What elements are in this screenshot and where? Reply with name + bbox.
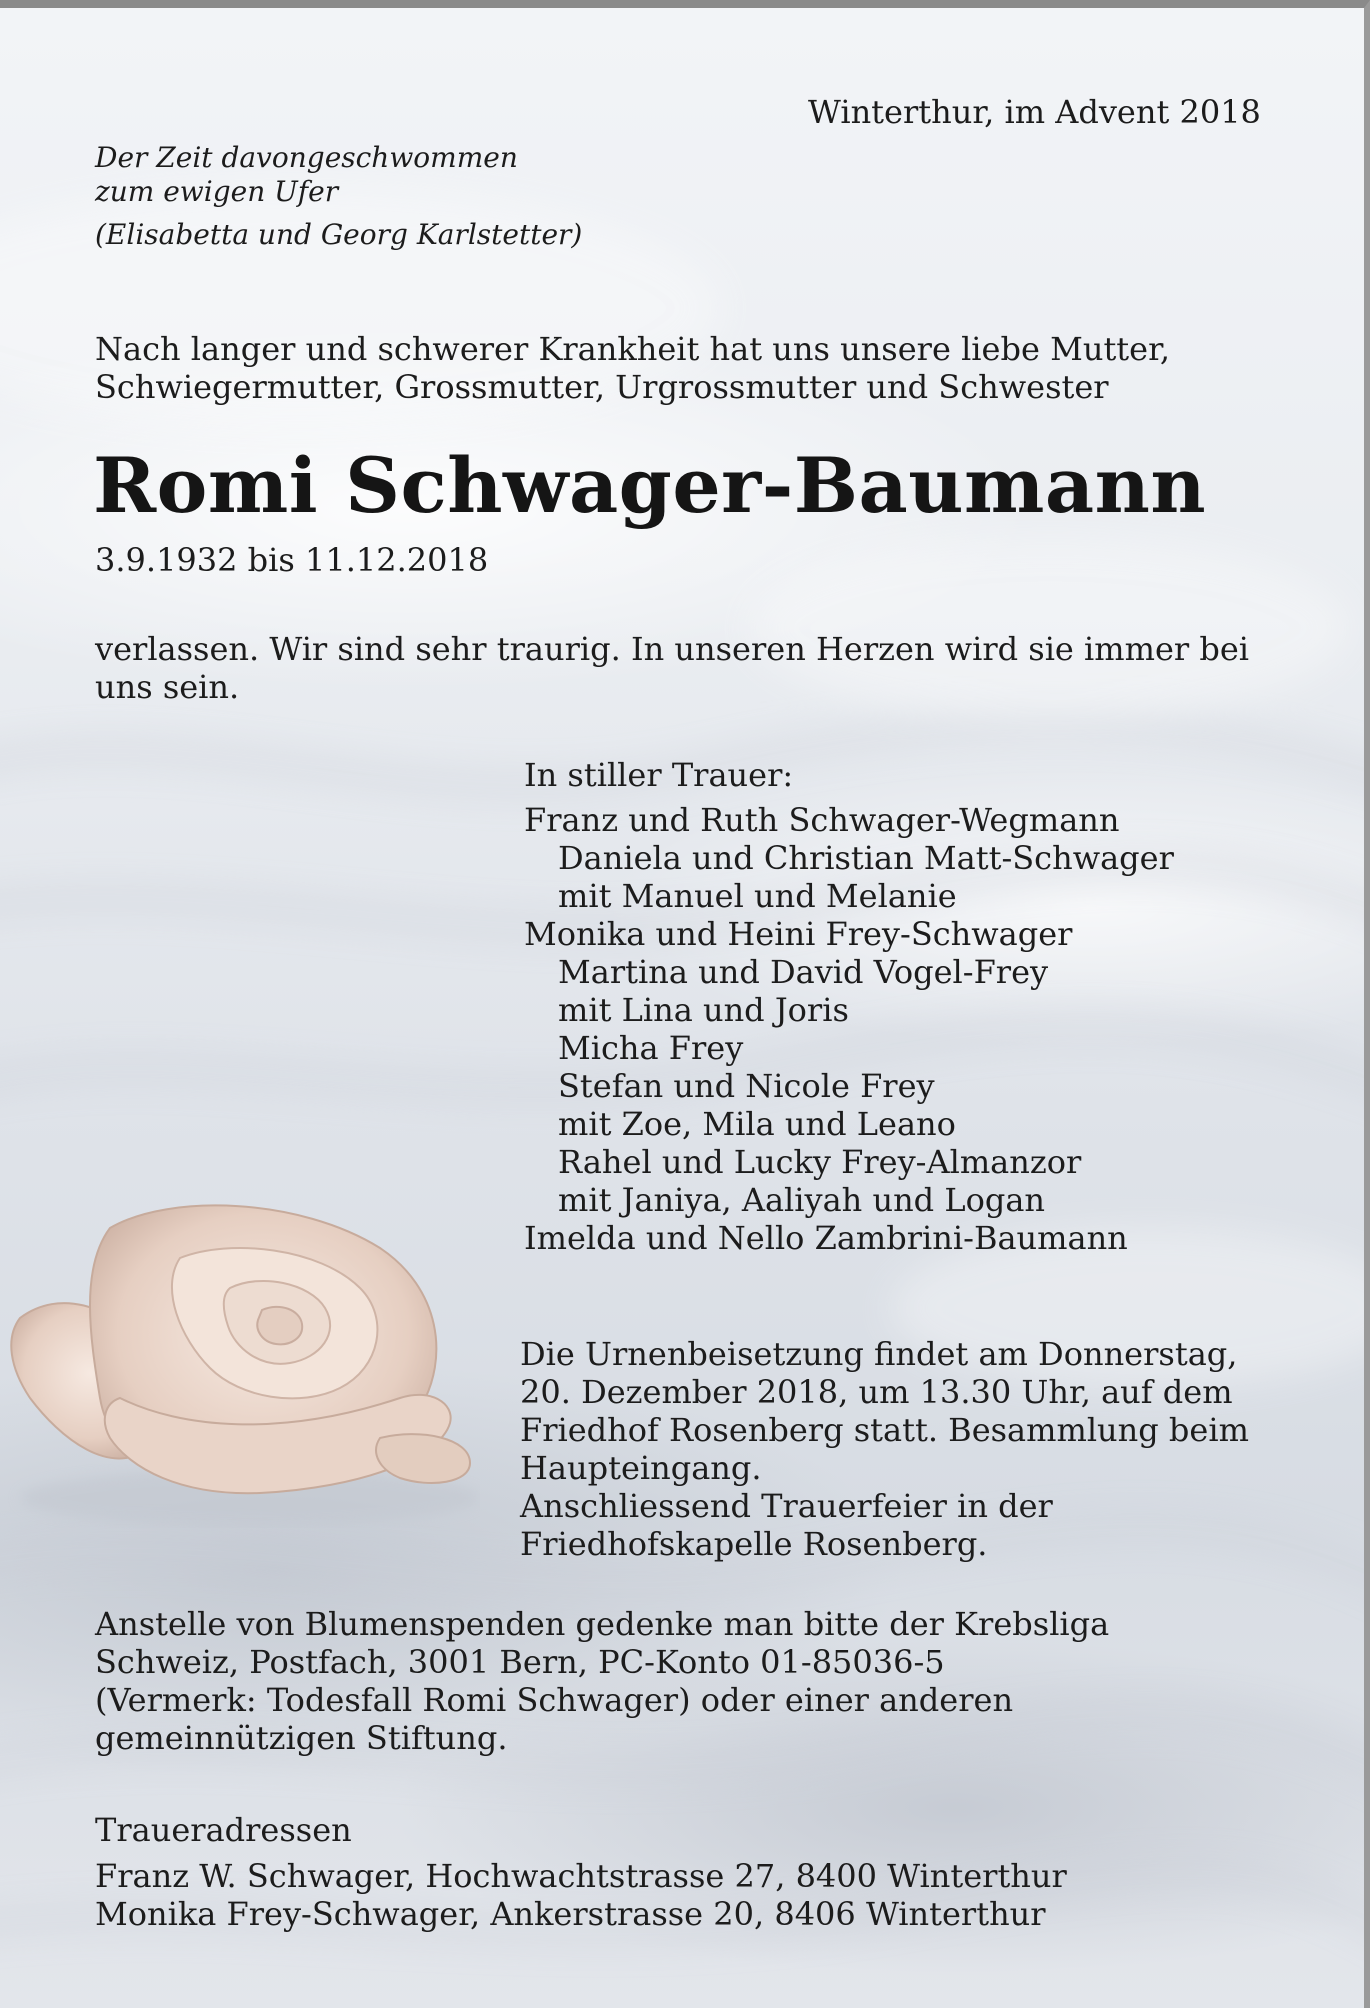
mourner-line: Franz und Ruth Schwager-Wegmann: [524, 801, 1120, 839]
mourner-line: mit Manuel und Melanie: [558, 877, 957, 915]
address-line: Monika Frey-Schwager, Ankerstrasse 20, 8406 Winterthur: [95, 1895, 1046, 1933]
intro-line: Schwiegermutter, Grossmutter, Urgrossmutter und Schwester: [95, 368, 1109, 406]
motto-line: (Elisabetta und Georg Karlstetter): [95, 218, 583, 251]
ceremony-line: Haupteingang.: [520, 1449, 762, 1487]
mourner-line: Stefan und Nicole Frey: [558, 1067, 935, 1105]
ceremony-line: Die Urnenbeisetzung findet am Donnerstag,: [520, 1335, 1238, 1373]
motto-line: Der Zeit davongeschwommen: [95, 141, 518, 174]
farewell-line: verlassen. Wir sind sehr traurig. In unseren Herzen wird sie immer bei: [95, 630, 1250, 668]
farewell-line: uns sein.: [95, 668, 240, 706]
mourners-heading: In stiller Trauer:: [524, 756, 794, 794]
mourner-line: Imelda und Nello Zambrini-Baumann: [524, 1219, 1128, 1257]
donation-line: Anstelle von Blumenspenden gedenke man bitte der Krebsliga: [95, 1605, 1110, 1643]
donation-line: Schweiz, Postfach, 3001 Bern, PC-Konto 01-85036-5: [95, 1643, 945, 1681]
motto-line: zum ewigen Ufer: [95, 175, 339, 208]
ceremony-line: Anschliessend Trauerfeier in der: [520, 1487, 1053, 1525]
rose-illustration: [0, 1198, 480, 1528]
mourner-line: Monika und Heini Frey-Schwager: [524, 915, 1073, 953]
donation-line: (Vermerk: Todesfall Romi Schwager) oder einer anderen: [95, 1681, 1014, 1719]
mourner-line: mit Janiya, Aaliyah und Logan: [558, 1181, 1046, 1219]
deceased-dates: 3.9.1932 bis 11.12.2018: [95, 541, 489, 579]
ceremony-line: 20. Dezember 2018, um 13.30 Uhr, auf dem: [520, 1373, 1233, 1411]
ceremony-line: Friedhofskapelle Rosenberg.: [520, 1525, 988, 1563]
mourner-line: Micha Frey: [558, 1029, 744, 1067]
addresses-heading: Traueradressen: [95, 1811, 352, 1849]
mourner-line: Martina und David Vogel-Frey: [558, 953, 1049, 991]
mourner-line: Rahel und Lucky Frey-Almanzor: [558, 1143, 1082, 1181]
place-date: Winterthur, im Advent 2018: [808, 93, 1261, 131]
mourner-line: mit Zoe, Mila und Leano: [558, 1105, 956, 1143]
intro-line: Nach langer und schwerer Krankheit hat uns unsere liebe Mutter,: [95, 330, 1171, 368]
mourner-line: mit Lina und Joris: [558, 991, 849, 1029]
donation-line: gemeinnützigen Stiftung.: [95, 1719, 508, 1757]
address-line: Franz W. Schwager, Hochwachtstrasse 27, 8400 Winterthur: [95, 1857, 1067, 1895]
deceased-name: Romi Schwager-Baumann: [93, 441, 1207, 530]
mourner-line: Daniela und Christian Matt-Schwager: [558, 839, 1174, 877]
ceremony-line: Friedhof Rosenberg statt. Besammlung beim: [520, 1411, 1249, 1449]
